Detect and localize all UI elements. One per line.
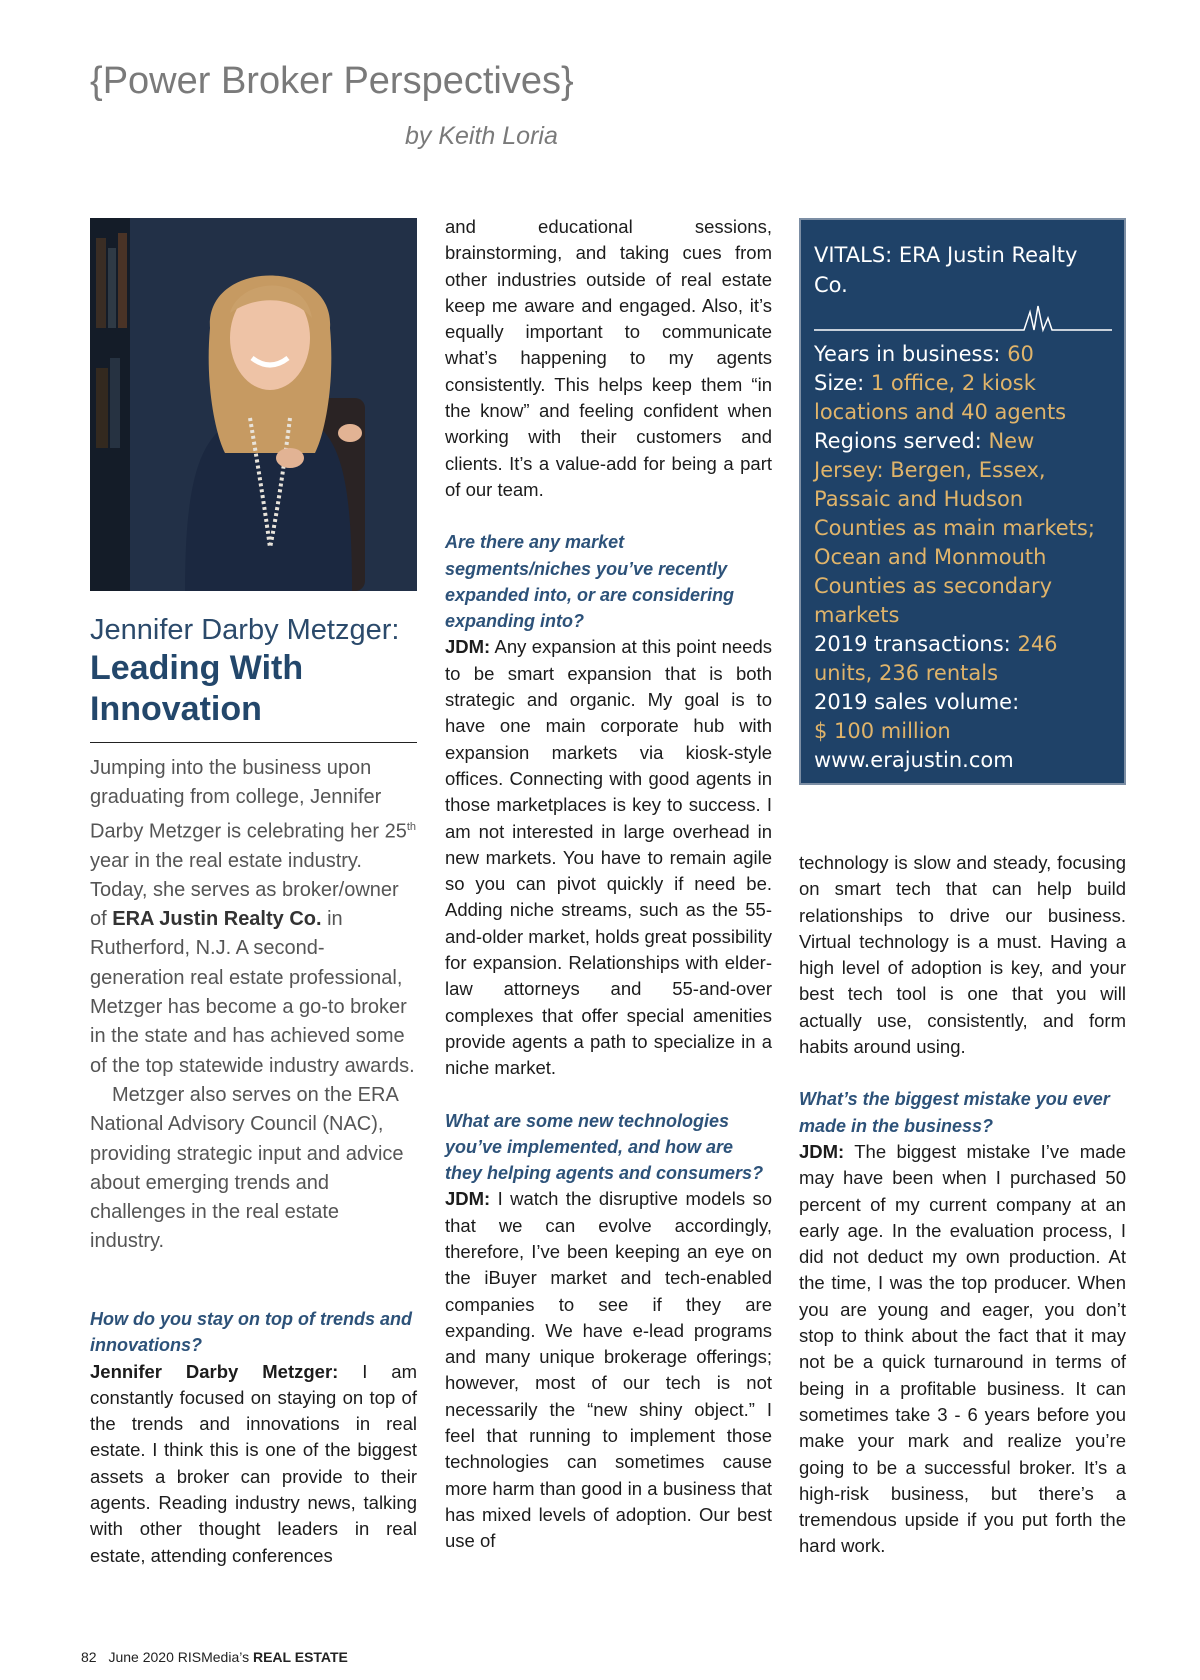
portrait-photo [90, 218, 417, 591]
vitals-transactions: 2019 transactions: 246 units, 236 rentals [814, 632, 1058, 685]
question-4: What’s the biggest mistake you ever made in the business? [799, 1089, 1110, 1136]
vitals-website: www.erajustin.com [814, 748, 1014, 772]
page-number: 82 [81, 1649, 97, 1665]
answer-1-part-2: and educational sessions, brainstorming, and taking cues from other industries outside of real estate keep me aware and engaged. Also, it’s equally important to communicate what’s happening to my agents consistently. This helps keep them “in the know” and feeling confident when working with their customers and clients. It’s a value-add for being a part of our team. [445, 216, 772, 500]
vitals-box [799, 218, 1126, 785]
vitals-regions: Regions served: New Jersey: Bergen, Essex, Passaic and Hudson Counties as main markets; Ocean and Monmouth Counties as secondary markets [814, 429, 1095, 627]
section-title: {Power Broker Perspectives} [90, 60, 574, 102]
page-footer [81, 1649, 348, 1665]
issue-date: June 2020 [108, 1649, 174, 1665]
vitals-years: Years in business: 60 [814, 342, 1034, 366]
headline-line-1: Leading With [90, 649, 304, 688]
speaker-label: Jennifer Darby Metzger: [90, 1360, 339, 1382]
column-1 [90, 1306, 417, 1569]
answer-3-part-2: technology is slow and steady, focusing on smart tech that can help build relationships to drive our business. Virtual technology is a must. Having a high level of adoption is key, and your best tech tool is one that you will actually use, consistently, and form habits around using. [799, 852, 1126, 1058]
question-1: How do you stay on top of trends and innovations? [90, 1309, 412, 1356]
column-3 [799, 850, 1126, 1560]
headline-line-2: Innovation [90, 690, 262, 729]
company-name: ERA Justin Realty Co. [112, 908, 322, 931]
pulse-line-icon [814, 300, 1112, 334]
byline: by Keith Loria [405, 122, 558, 150]
question-2: Are there any market segments/niches you’ve recently expanded into, or are considering expanding into? [445, 532, 735, 632]
publication-name: REAL ESTATE [252, 1649, 348, 1665]
vitals-title: VITALS: ERA Justin Realty Co. [814, 243, 1078, 297]
answer-1-part-1: Jennifer Darby Metzger: I am constantly focused on staying on top of the trends and innovations in real estate. I think this is one of the biggest assets a broker can provide to their agents. Reading industry news, talking with other thought leaders in real estate, attending conferences [90, 1360, 417, 1566]
question-3: What are some new technologies you’ve implemented, and how are they helping agents and consumers? [445, 1110, 764, 1184]
publication-prefix: RISMedia’s [177, 1649, 250, 1665]
answer-3-part-1: JDM: I watch the disruptive models so that we can evolve accordingly, therefore, I’ve been keeping an eye on the iBuyer market and tech-enabled companies to see if they are expanding. We have e-lead programs and many unique brokerage offerings; however, most of our tech is not necessarily the “new shiny object.” I feel that running to implement those technologies can sometimes cause more harm than good in a business that has mixed levels of adoption. Our best use of [445, 1188, 772, 1552]
article-headline [90, 612, 417, 743]
answer-2: JDM: Any expansion at this point needs to be smart expansion that is both strategic and organic. My goal is to have one main corporate hub with expansion markets via kiosk-style offices. Connecting with good agents in those marketplaces is key to success. I am not interested in large overhead in new markets. You have to remain agile so you can pivot quickly if need be. Adding niche streams, such as the 55-and-older market, holds great possibility for expansion. Relationships with elder-law attorneys and 55-and-over complexes that offer special amenities provide agents a path to specialize in a niche market. [445, 636, 772, 1079]
intro-text [90, 754, 417, 1257]
intro-paragraph-1: Jumping into the business upon graduating from college, Jennifer Darby Metzger is celebrating her 25th year in the real estate industry. Today, she serves as broker/owner of ERA Justin Realty Co. in Rutherford, N.J. A second-generation real estate professional, Metzger has become a go-to broker in the state and has achieved some of the top statewide industry awards. [90, 757, 417, 1077]
intro-paragraph-2: Metzger also serves on the ERA National Advisory Council (NAC), providing strategic input and advice about emerging trends and challenges in the real estate industry. [90, 1083, 404, 1253]
column-2 [445, 214, 772, 1555]
vitals-volume: 2019 sales volume: $ 100 million [814, 690, 1020, 743]
answer-4: JDM: The biggest mistake I’ve made may have been when I purchased 50 percent of my current company at an early age. In the evaluation process, I did not deduct my own production. At the time, I was the top producer. When you are young and eager, you don’t stop to think about the fact that it may not be a quick turnaround in terms of being in a profitable business. It can sometimes take 3 - 6 years before you make your mark and realize you’re going to be a successful broker. It’s a high-risk business, but there’s a tremendous upside if you put forth the hard work. [799, 1140, 1126, 1557]
subject-name: Jennifer Darby Metzger: [90, 614, 400, 646]
vitals-size: Size: 1 office, 2 kiosk locations and 40 agents [814, 371, 1067, 424]
